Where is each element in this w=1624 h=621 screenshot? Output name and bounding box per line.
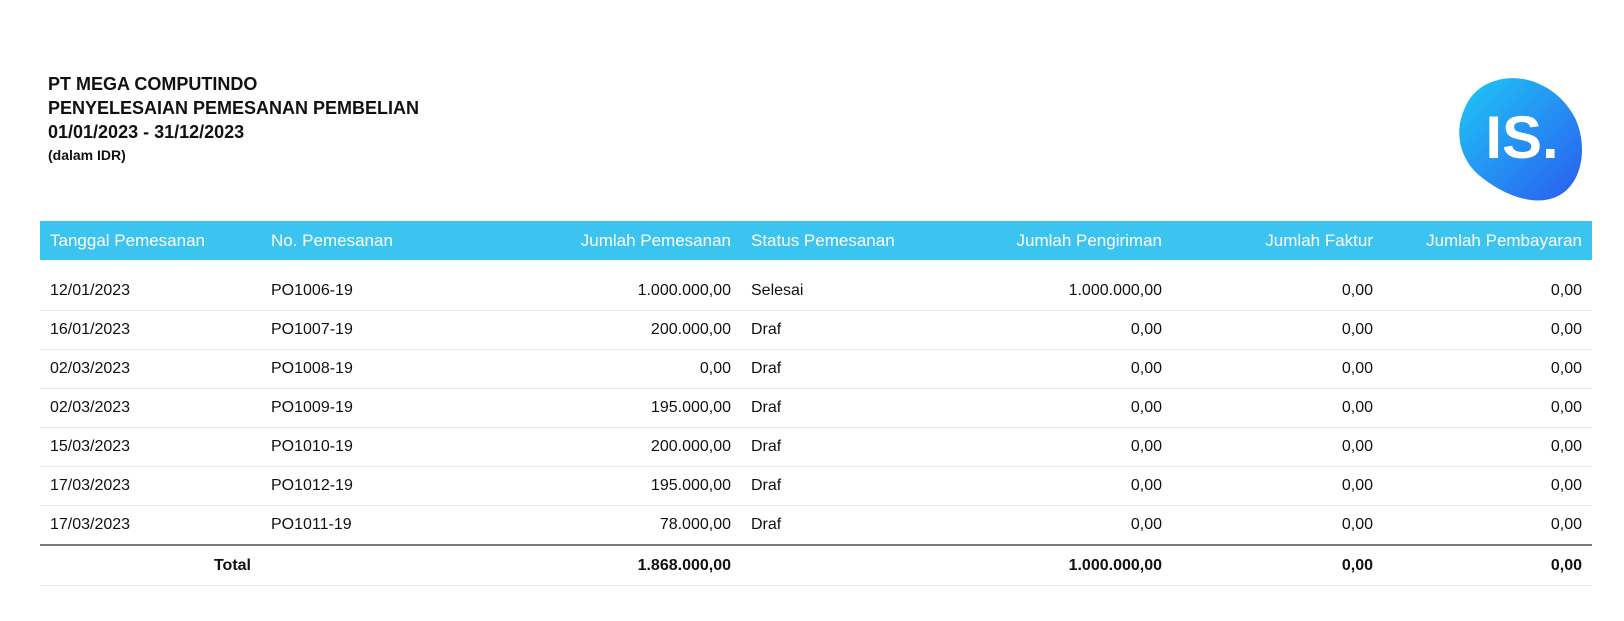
cell-jumlah-pembayaran: 0,00: [1383, 350, 1592, 389]
column-header-no-pemesanan[interactable]: No. Pemesanan: [261, 221, 421, 260]
cell-tanggal: 02/03/2023: [40, 389, 261, 428]
cell-jumlah-pengiriman: 0,00: [911, 467, 1172, 506]
cell-status: Draf: [741, 311, 911, 350]
column-header-jumlah-pembayaran[interactable]: Jumlah Pembayaran: [1383, 221, 1592, 260]
cell-jumlah-pembayaran: 0,00: [1383, 428, 1592, 467]
cell-tanggal: 16/01/2023: [40, 311, 261, 350]
cell-jumlah-pembayaran: 0,00: [1383, 467, 1592, 506]
cell-status: Draf: [741, 506, 911, 546]
cell-jumlah-faktur: 0,00: [1172, 350, 1383, 389]
cell-jumlah-pemesanan: 200.000,00: [421, 311, 741, 350]
total-empty-cell: [741, 545, 911, 586]
cell-tanggal: 17/03/2023: [40, 506, 261, 546]
total-label: Total: [40, 545, 261, 586]
cell-no-pemesanan[interactable]: PO1012-19: [261, 467, 421, 506]
cell-jumlah-pengiriman: 0,00: [911, 428, 1172, 467]
cell-jumlah-pemesanan: 195.000,00: [421, 389, 741, 428]
cell-jumlah-pemesanan: 195.000,00: [421, 467, 741, 506]
cell-no-pemesanan[interactable]: PO1008-19: [261, 350, 421, 389]
table-row[interactable]: [40, 467, 1592, 506]
cell-no-pemesanan[interactable]: PO1007-19: [261, 311, 421, 350]
cell-jumlah-pengiriman: 1.000.000,00: [911, 272, 1172, 311]
column-header-jumlah-pemesanan[interactable]: Jumlah Pemesanan: [421, 221, 741, 260]
cell-status: Draf: [741, 428, 911, 467]
cell-jumlah-pemesanan: 1.000.000,00: [421, 272, 741, 311]
cell-tanggal: 15/03/2023: [40, 428, 261, 467]
cell-jumlah-pengiriman: 0,00: [911, 506, 1172, 546]
cell-jumlah-pengiriman: 0,00: [911, 311, 1172, 350]
cell-status: Draf: [741, 389, 911, 428]
purchase-order-completion-table: [40, 221, 1592, 586]
cell-jumlah-pembayaran: 0,00: [1383, 311, 1592, 350]
cell-jumlah-pembayaran: 0,00: [1383, 506, 1592, 546]
table-row[interactable]: [40, 506, 1592, 546]
total-row: [40, 545, 1592, 586]
table-header-row: [40, 221, 1592, 260]
cell-jumlah-pemesanan: 78.000,00: [421, 506, 741, 546]
cell-tanggal: 17/03/2023: [40, 467, 261, 506]
report-period: 01/01/2023 - 31/12/2023: [48, 122, 245, 142]
cell-tanggal: 12/01/2023: [40, 272, 261, 311]
table-row[interactable]: [40, 311, 1592, 350]
cell-jumlah-pengiriman: 0,00: [911, 389, 1172, 428]
cell-jumlah-faktur: 0,00: [1172, 428, 1383, 467]
company-name: PT MEGA COMPUTINDO: [48, 74, 258, 94]
cell-status: Draf: [741, 467, 911, 506]
cell-no-pemesanan[interactable]: PO1006-19: [261, 272, 421, 311]
cell-jumlah-pemesanan: 200.000,00: [421, 428, 741, 467]
total-jumlah-pemesanan: 1.868.000,00: [421, 545, 741, 586]
cell-jumlah-faktur: 0,00: [1172, 467, 1383, 506]
cell-jumlah-pemesanan: 0,00: [421, 350, 741, 389]
column-header-jumlah-pengiriman[interactable]: Jumlah Pengiriman: [911, 221, 1172, 260]
table-row[interactable]: [40, 272, 1592, 311]
total-jumlah-faktur: 0,00: [1172, 545, 1383, 586]
cell-tanggal: 02/03/2023: [40, 350, 261, 389]
column-header-status-pemesanan[interactable]: Status Pemesanan: [741, 221, 911, 260]
total-empty-cell: [261, 545, 421, 586]
cell-no-pemesanan[interactable]: PO1011-19: [261, 506, 421, 546]
total-jumlah-pembayaran: 0,00: [1383, 545, 1592, 586]
cell-no-pemesanan[interactable]: PO1009-19: [261, 389, 421, 428]
total-jumlah-pengiriman: 1.000.000,00: [911, 545, 1172, 586]
report-header: [48, 72, 419, 165]
cell-jumlah-faktur: 0,00: [1172, 506, 1383, 546]
table-row[interactable]: [40, 428, 1592, 467]
report-title: PENYELESAIAN PEMESANAN PEMBELIAN: [48, 98, 420, 118]
cell-status: Selesai: [741, 272, 911, 311]
table-row[interactable]: [40, 350, 1592, 389]
table-row[interactable]: [40, 389, 1592, 428]
cell-jumlah-faktur: 0,00: [1172, 311, 1383, 350]
column-header-tanggal-pemesanan[interactable]: Tanggal Pemesanan: [40, 221, 261, 260]
cell-jumlah-faktur: 0,00: [1172, 272, 1383, 311]
cell-jumlah-pembayaran: 0,00: [1383, 272, 1592, 311]
company-logo: [1458, 76, 1584, 202]
cell-jumlah-pembayaran: 0,00: [1383, 389, 1592, 428]
cell-jumlah-faktur: 0,00: [1172, 389, 1383, 428]
cell-status: Draf: [741, 350, 911, 389]
logo-text: IS.: [1485, 104, 1559, 171]
cell-jumlah-pengiriman: 0,00: [911, 350, 1172, 389]
currency-note: (dalam IDR): [48, 147, 126, 163]
cell-no-pemesanan[interactable]: PO1010-19: [261, 428, 421, 467]
column-header-jumlah-faktur[interactable]: Jumlah Faktur: [1172, 221, 1383, 260]
